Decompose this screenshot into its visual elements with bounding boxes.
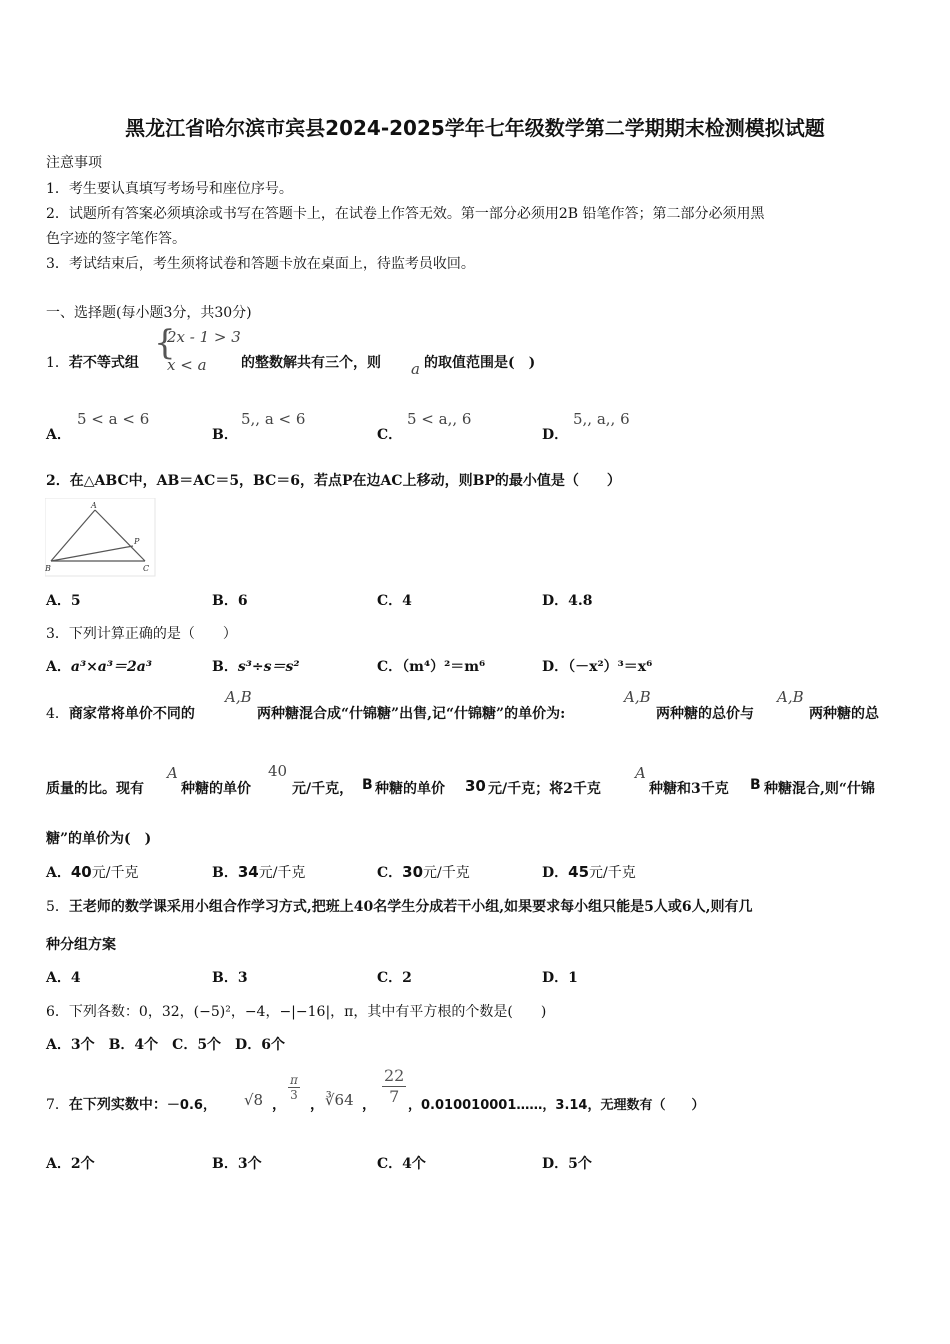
question-text: 的取值范围是( ) <box>424 355 536 371</box>
notice-item: 1．考生要认真填写考场号和座位序号。 <box>46 181 293 197</box>
question-text: 种糖的单价 <box>181 781 251 797</box>
vertex-label-c: C <box>143 564 150 573</box>
page-title: 黑龙江省哈尔滨市宾县2024-2025学年七年级数学第二学期期末检测模拟试题 <box>125 116 825 140</box>
question-text: ，0.010010001……，3.14，无理数有（ ） <box>408 1098 705 1113</box>
separator: ， <box>362 1097 376 1113</box>
cbrt-64: ∛64 <box>325 1091 354 1109</box>
option-a[interactable]: A．2个 <box>46 1156 95 1172</box>
option-d[interactable]: D．1 <box>542 970 578 986</box>
question-number: 4． <box>46 706 69 722</box>
brace-icon: { <box>154 323 176 363</box>
option-d[interactable]: D．（－x²）³＝x⁶ <box>542 659 653 675</box>
var-a: A <box>635 764 646 782</box>
vertex-label-a: A <box>91 501 97 510</box>
separator: ， <box>310 1097 324 1113</box>
inequality-1: 2x - 1 > 3 <box>167 328 241 346</box>
question-2 <box>46 470 621 490</box>
option-b[interactable]: B．34元/千克 <box>212 863 306 881</box>
option-c-value: 5 < a,, 6 <box>407 410 472 428</box>
option-a[interactable]: A．5 <box>46 593 81 609</box>
fraction-22-7: $\frac{22}{7}$ <box>384 1066 405 1106</box>
question-text: 种分组方案 <box>46 937 116 953</box>
option-c[interactable]: C．4 <box>377 593 412 609</box>
var-ab: A,B <box>225 688 252 706</box>
question-text: 两种糖混合成“什锦糖”出售,记“什锦糖”的单价为: <box>257 706 566 722</box>
option-b[interactable]: B．3 <box>212 970 248 986</box>
option-d[interactable]: D． <box>542 427 569 443</box>
question-text: 种糖和3千克 <box>649 781 729 797</box>
question-text: 两种糖的总 <box>809 706 879 722</box>
option-b[interactable]: B．3个 <box>212 1156 262 1172</box>
notice-item: 2．试题所有答案必须填涂或书写在答题卡上，在试卷上作答无效。第一部分必须用2B 铅笔作答；第二部分必须用黑 <box>46 206 765 222</box>
option-c[interactable]: C． <box>377 427 403 443</box>
question-number: 7． <box>46 1097 69 1113</box>
question-text: 种糖的单价 <box>375 781 445 797</box>
sqrt-8: √8 <box>244 1091 264 1109</box>
price-value: 30 <box>465 777 486 795</box>
inequality-2: x < a <box>167 356 207 374</box>
option-c[interactable]: C．4个 <box>377 1156 426 1172</box>
option-b[interactable]: B． <box>212 427 238 443</box>
option-d[interactable]: D．4.8 <box>542 593 593 609</box>
option-a[interactable]: A．40元/千克 <box>46 863 139 881</box>
option-c[interactable]: C．2 <box>377 970 412 986</box>
price-value: 40 <box>268 762 288 780</box>
variable-a: a <box>411 360 420 378</box>
question-text: 元/千克；将2千克 <box>488 781 601 797</box>
option-b[interactable]: B．6 <box>212 593 248 609</box>
question-text: 下列计算正确的是（ ） <box>68 626 237 642</box>
option-a[interactable]: A． <box>46 427 71 443</box>
question-text: 元/千克， <box>292 781 354 797</box>
var-a: A <box>167 764 178 782</box>
option-row[interactable]: A．3个 B．4个 C．5个 D．6个 <box>46 1037 285 1053</box>
question-number: 3． <box>46 626 69 642</box>
question-3 <box>46 623 237 643</box>
question-5: 5．王老师的数学课采用小组合作学习方式,把班上40名学生分成若干小组,如果要求每小组只能是5人或6人,则有几 <box>46 899 753 915</box>
notice-heading: 注意事项 <box>46 155 102 171</box>
option-c[interactable]: C．30元/千克 <box>377 863 470 881</box>
var-b: B <box>750 777 761 793</box>
notice-item: 色字迹的签字笔作答。 <box>46 231 186 247</box>
vertex-label-b: B <box>45 564 51 573</box>
option-d-value: 5,, a,, 6 <box>573 410 630 428</box>
question-number: 1． <box>46 355 69 371</box>
var-ab: A,B <box>624 688 651 706</box>
question-text: 两种糖的总价与 <box>656 706 754 722</box>
question-1 <box>46 352 139 372</box>
var-b: B <box>362 777 373 793</box>
question-4: 4．商家常将单价不同的 <box>46 706 195 722</box>
question-text: 的整数解共有三个，则 <box>241 355 381 371</box>
vertex-label-p: P <box>134 537 140 546</box>
question-text: 种糖混合,则“什锦 <box>764 781 875 797</box>
question-number: 2． <box>46 473 70 489</box>
question-7: 7．在下列实数中：－0.6， <box>46 1097 216 1113</box>
option-c[interactable]: C．（m⁴）²＝m⁶ <box>377 659 486 675</box>
var-ab: A,B <box>777 688 804 706</box>
option-a-value: 5 < a < 6 <box>77 410 150 428</box>
pi-over-3: $\frac{\pi}{3}$ <box>290 1073 298 1102</box>
option-d[interactable]: D．5个 <box>542 1156 592 1172</box>
triangle-figure <box>45 498 157 578</box>
question-text: 质量的比。现有 <box>46 781 144 797</box>
option-b[interactable]: B．s³÷s＝s² <box>212 659 300 675</box>
question-number: 5． <box>46 899 69 915</box>
option-d[interactable]: D．45元/千克 <box>542 863 636 881</box>
notice-item: 3．考试结束后，考生须将试卷和答题卡放在桌面上，待监考员收回。 <box>46 256 475 272</box>
section-heading: 一、选择题(每小题3分，共30分) <box>46 305 252 321</box>
option-a[interactable]: A．a³×a³＝2a³ <box>46 659 152 675</box>
option-a[interactable]: A．4 <box>46 970 81 986</box>
option-b-value: 5,, a < 6 <box>241 410 306 428</box>
separator: ， <box>272 1097 286 1113</box>
question-text: 在△ABC中，AB＝AC＝5，BC＝6，若点P在边AC上移动，则BP的最小值是（ ） <box>69 473 621 489</box>
question-text: 糖”的单价为( ) <box>46 831 152 847</box>
question-6: 6．下列各数：0，32，(−5)²，−4，−|−16|，π，其中有平方根的个数是( ) <box>46 1004 547 1020</box>
question-number: 6． <box>46 1004 69 1020</box>
question-text: 若不等式组 <box>68 355 139 371</box>
